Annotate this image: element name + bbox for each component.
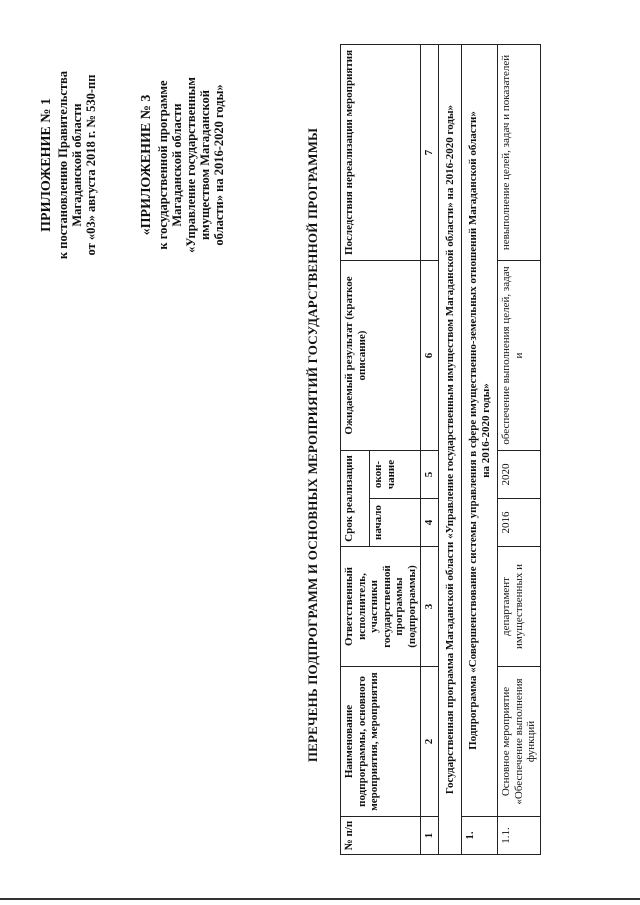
column-numbers-row [421, 44, 439, 854]
row-1-1-end: 2020 [498, 450, 541, 498]
appendix-line-2: Магаданской области [70, 103, 84, 227]
table-header-row [341, 44, 370, 854]
appendix-title: ПРИЛОЖЕНИЕ № 1 [39, 98, 54, 232]
header-consequences: Последствия нереализации мероприятия [341, 44, 421, 260]
header-start: начало [370, 499, 421, 547]
appendix-3-line-3: «Управление государственным [184, 77, 198, 253]
row-1-1-executor: департамент имущественных и [498, 547, 541, 667]
header-name: Наименование подпрограммы, основного мероприятия, мероприятия [341, 667, 421, 817]
header-term: Срок реализации [341, 450, 370, 546]
header-num: № п/п [341, 817, 421, 855]
program-row [438, 44, 462, 854]
col-number-2: 2 [421, 667, 439, 817]
scan-edge-line [0, 898, 640, 900]
header-result: Ожидаемый результат (краткое описание) [341, 260, 421, 450]
table-row [498, 44, 541, 854]
appendix-3-title: «ПРИЛОЖЕНИЕ № 3 [139, 94, 154, 236]
col-number-3: 3 [421, 547, 439, 667]
row-1-1-consequences: невыполнение целей, задач и показателей [498, 44, 541, 260]
appendix-block [40, 25, 98, 305]
subprogram-row [462, 44, 498, 854]
program-title-cell: Государственная программа Магаданской области «Управление государственным имуществом Магаданской области» на 2016-2020 годы» [438, 44, 462, 854]
appendix-line-1: к постановлению Правительства [56, 70, 70, 260]
document-title: ПЕРЕЧЕНЬ ПОДПРОГРАММ И ОСНОВНЫХ МЕРОПРИЯТИЙ ГОСУДАРСТВЕННОЙ ПРОГРАММЫ [305, 127, 320, 763]
col-number-4: 4 [421, 499, 439, 547]
row-1-1-start: 2016 [498, 499, 541, 547]
col-number-7: 7 [421, 44, 439, 260]
subprogram-num: 1. [462, 817, 498, 855]
appendix-3-line-1: к государственной программе [156, 80, 170, 250]
col-number-1: 1 [421, 817, 439, 855]
col-number-5: 5 [421, 450, 439, 498]
col-number-6: 6 [421, 260, 439, 450]
appendix-3-line-2: Магаданской области [170, 103, 184, 227]
row-1-1-num: 1.1. [498, 817, 541, 855]
header-executor: Ответственный исполнитель, участники государственной программы (подпрограммы) [341, 547, 421, 667]
appendix-line-3: от «03» августа 2018 г. № 530-пп [84, 74, 98, 256]
row-1-1-result: обеспечение выполнения целей, задач и [498, 260, 541, 450]
appendix-3-line-4: имуществом Магаданской [198, 90, 212, 241]
appendix-3-line-5: области» на 2016-2020 годы» [212, 84, 226, 246]
subprogram-title-cell: Подпрограмма «Совершенствование системы управления в сфере имущественно-земельных отношений Магаданской области» на 2016-2020 годы» [462, 44, 498, 816]
subprograms-table [340, 44, 541, 855]
row-1-1-name: Основное мероприятие «Обеспечение выполнения функций [498, 667, 541, 817]
appendix-3-block [140, 25, 226, 305]
header-end: окон-чание [370, 450, 421, 498]
